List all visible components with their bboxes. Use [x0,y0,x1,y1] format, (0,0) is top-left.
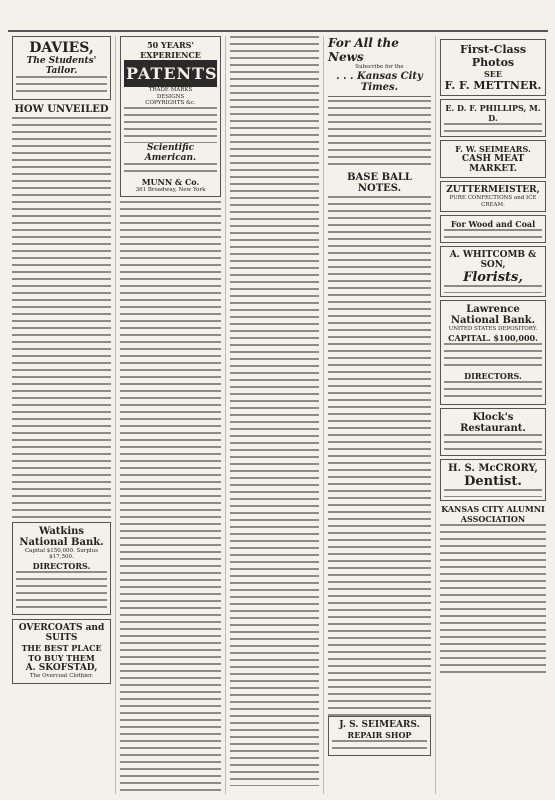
subscribe-line: Subscribe for the [355,64,404,70]
patents-copy [124,107,217,143]
new-york-address: 361 Broadway, New York [135,186,206,193]
repair-shop-label: REPAIR SHOP [347,729,412,740]
cash-meat-market: CASH MEAT MARKET. [461,154,525,174]
mccrory-name: H. S. McCRORY, [448,462,538,474]
metner-name: F. F. METTNER. [444,79,542,92]
davies-subtitle: The Students' Tailor. [26,56,97,76]
column-5 [436,36,550,794]
davies-title: DAVIES, [29,40,94,56]
see-label: SEE [484,69,502,79]
lawrence-bank-name: Lawrence National Bank. [450,304,536,327]
skofstad-name: A. SKOFSTAD, [25,662,98,673]
bank-capital: Capital $150,000. Surplus $17,500. [24,547,99,561]
news-body-2 [328,196,431,716]
phillips-copy [444,123,542,133]
florists-label: Florists, [463,270,523,286]
dentist-copy [444,489,542,497]
physician-ad [440,99,546,137]
dentist-label: Dentist. [464,473,522,489]
repair-shop-copy [332,740,427,752]
depository-label: UNITED STATES DEPOSITORY. [448,326,538,333]
base-ball-notes: BASE BALL NOTES. [347,171,412,194]
alumni-body [440,524,546,674]
restaurant-ad [440,408,546,456]
capital-label: CAPITAL. $100,000. [448,332,538,343]
bank-directors-label: DIRECTORS. [32,560,91,571]
bank-name: Watkins National Bank. [19,525,104,548]
florist-copy [444,285,542,293]
top-rule [8,30,548,32]
lawrence-bank-ad [440,300,546,405]
all-news-heading: For All the News [328,36,399,64]
scientific-copy [124,163,217,177]
patents-banner: PATENTS [124,60,217,87]
patents-ad [120,36,221,197]
divider [328,96,431,97]
repair-shop-ad [328,716,431,756]
munn-co: MUNN & Co. [141,176,200,187]
meat-market-ad [440,140,546,178]
wood-coal: For Wood and Coal [450,219,536,230]
scientific-american: Scientific American. [144,142,197,163]
first-class-photos: First-Class Photos [459,43,527,69]
copyrights: COPYRIGHTS &c. [145,100,196,107]
alumni-heading: KANSAS CITY ALUMNI ASSOCIATION [441,503,545,524]
klock-restaurant: Klock's Restaurant. [460,411,526,434]
article-body-col3 [230,36,319,786]
overcoats-heading: OVERCOATS and SUITS [18,622,105,643]
confections-ad [440,181,546,212]
kansas-city-times: . . . Kansas City Times. [336,70,423,93]
designs: DESIGNS [156,93,185,100]
zuttermeister: ZUTTERMEISTER, [446,185,540,195]
pure-confections: PURE CONFECTIONS and ICE CREAM. [449,195,537,208]
wood-coal-ad [440,215,546,243]
photo-ad [440,39,546,96]
officers-list [444,343,542,371]
lawrence-directors-list [444,381,542,401]
wood-coal-copy [444,229,542,239]
davies-ad [12,36,111,100]
bank-directors-list [16,571,107,611]
best-place: THE BEST PLACE TO BUY THEM [21,642,102,663]
whitcomb-name: A. WHITCOMB & SON, [449,250,537,271]
trade-marks: TRADE MARKS [148,87,193,93]
phillips-name: E. D. F. PHILLIPS, M. D. [445,103,541,123]
clothier-label: The Overcoat Clothier. [29,672,94,679]
news-body-1 [328,100,431,170]
article-body-col1 [12,117,111,522]
davies-copy [16,76,107,96]
seimears-name: F. W. SEIMEARS. [455,144,531,154]
restaurant-copy [444,434,542,452]
repair-shop-name: J. S. SEIMEARS. [339,719,420,730]
column-2 [116,36,226,794]
column-1 [8,36,116,794]
lawrence-directors-label: DIRECTORS. [464,370,522,381]
bank-ad [12,522,111,615]
section-heading: HOW UNVEILED [14,103,109,115]
column-4 [324,36,436,794]
florist-ad [440,246,546,297]
column-3 [226,36,324,794]
years-experience: 50 YEARS' EXPERIENCE [140,40,201,60]
dentist-ad [440,459,546,501]
overcoat-ad [12,619,111,684]
article-body-col2 [120,201,221,794]
